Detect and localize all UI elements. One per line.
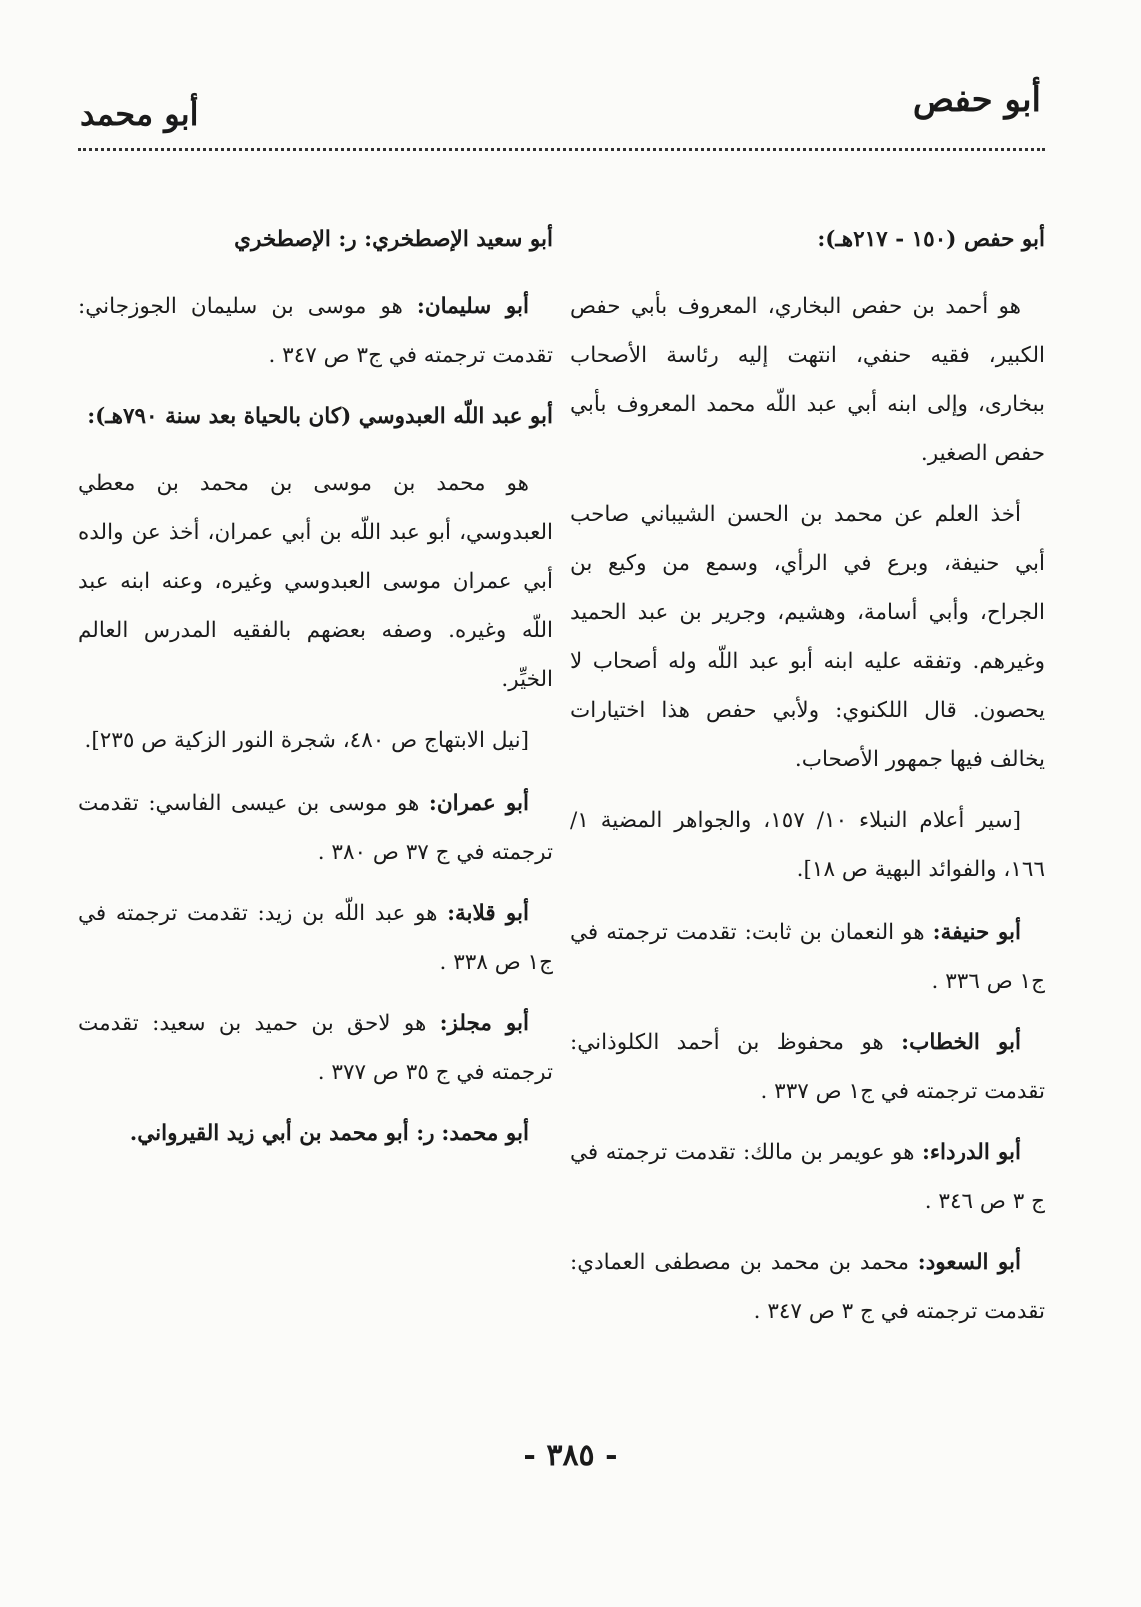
- entry-text: هو عبد اللّه بن زيد: تقدمت ترجمته في ج١ ص ٣٣٨ .: [78, 901, 553, 975]
- entry-text: هو موسى بن عيسى الفاسي: تقدمت ترجمته في ج ٣٧ ص ٣٨٠ .: [78, 791, 553, 865]
- entry-paragraph: أخذ العلم عن محمد بن الحسن الشيباني صاحب أبي حنيفة، وبرع في الرأي، وسمع من وكيع بن الجراح، وأبي أسامة، وهشيم، وجرير بن عبد الحميد وغيرهم. وتفقه عليه ابنه أبو عبد اللّه وله أصحاب لا يحصون. قال اللكنوي: ولأبي حفص هذا اختيارات يخالف فيها جمهور الأصحاب.: [570, 502, 1045, 772]
- entry-abu-al-suud: [570, 1238, 1045, 1336]
- entry-abu-al-darda: [570, 1128, 1045, 1226]
- entry-abu-imran: [78, 779, 553, 877]
- entry-headword: أبو قلابة:: [447, 901, 529, 926]
- entry-paragraph: هو أحمد بن حفص البخاري، المعروف بأبي حفص الكبير، فقيه حنفي، انتهت إليه رئاسة الأصحاب ببخارى، وإلى ابنه أبي عبد اللّه محمد المعروف بأبي حفص الصغير.: [570, 294, 1045, 466]
- entry-text: هو موسى بن سليمان الجوزجاني: تقدمت ترجمته في ج٣ ص ٣٤٧ .: [78, 294, 553, 368]
- page-number: - ٣٨٥ -: [523, 1438, 618, 1473]
- entry-paragraph: هو محمد بن موسى بن محمد بن معطي العبدوسي، أبو عبد اللّه بن أبي عمران، أخذ عن والده أبي عمران موسى العبدوسي وغيره، وعنه ابنه عبد اللّه وغيره. وصفه بعضهم بالفقيه المدرس العالم الخيِّر.: [78, 471, 553, 692]
- entry-abu-hafs: [570, 215, 1045, 894]
- entry-headword: أبو مجلز:: [439, 1011, 529, 1036]
- left-column: [78, 215, 553, 1170]
- entry-abu-al-khattab: [570, 1018, 1045, 1116]
- entry-abu-sulayman: [78, 282, 553, 380]
- entry-heading: أبو حفص (١٥٠ - ٢١٧هـ):: [817, 227, 1045, 252]
- entry-headword: أبو الدرداء:: [922, 1140, 1021, 1165]
- entry-text: هو النعمان بن ثابت: تقدمت ترجمته في ج١ ص ٣٣٦ .: [570, 920, 1045, 994]
- right-column: [570, 215, 1045, 1348]
- entry-headword: أبو السعود:: [917, 1250, 1021, 1275]
- entry-text: هو محفوظ بن أحمد الكلوذاني: تقدمت ترجمته في ج١ ص ٣٣٧ .: [570, 1030, 1045, 1104]
- entry-heading: أبو عبد اللّه العبدوسي (كان بالحياة بعد سنة ٧٩٠هـ):: [87, 404, 553, 429]
- entry-abu-muhammad: [78, 1109, 553, 1158]
- entry-abu-hanifa: [570, 908, 1045, 1006]
- entry-headword: أبو سليمان:: [416, 294, 529, 319]
- entry-references: [نيل الابتهاج ص ٤٨٠، شجرة النور الزكية ص ٢٣٥].: [84, 728, 529, 753]
- entry-references: [سير أعلام النبلاء ١٠/ ١٥٧، والجواهر المضية ١/ ١٦٦، والفوائد البهية ص ١٨].: [570, 808, 1045, 882]
- entry-text: هو لاحق بن حميد بن سعيد: تقدمت ترجمته في ج ٣٥ ص ٣٧٧ .: [78, 1011, 553, 1085]
- entry-headword: أبو عمران:: [428, 791, 529, 816]
- entry-text: هو عويمر بن مالك: تقدمت ترجمته في ج ٣ ص ٣٤٦ .: [570, 1140, 1045, 1214]
- entry-headword: أبو حنيفة:: [932, 920, 1021, 945]
- entry-text: محمد بن محمد بن مصطفى العمادي: تقدمت ترجمته في ج ٣ ص ٣٤٧ .: [570, 1250, 1045, 1324]
- entry-headword: أبو محمد:: [441, 1121, 529, 1146]
- entry-abu-qilaba: [78, 889, 553, 987]
- entry-abu-mijlaz: [78, 999, 553, 1097]
- entry-abu-abdullah-al-abdusi: [78, 392, 553, 765]
- entry-text: ر: أبو محمد بن أبي زيد القيرواني.: [129, 1121, 435, 1146]
- running-header-left: أبو محمد: [80, 95, 199, 133]
- running-header-right: أبو حفص: [912, 80, 1041, 120]
- entry-abu-said-al-istakhri: أبو سعيد الإصطخري: ر: الإصطخري: [234, 227, 553, 252]
- entry-headword: أبو الخطاب:: [901, 1030, 1021, 1055]
- header-dotted-rule: [78, 148, 1045, 151]
